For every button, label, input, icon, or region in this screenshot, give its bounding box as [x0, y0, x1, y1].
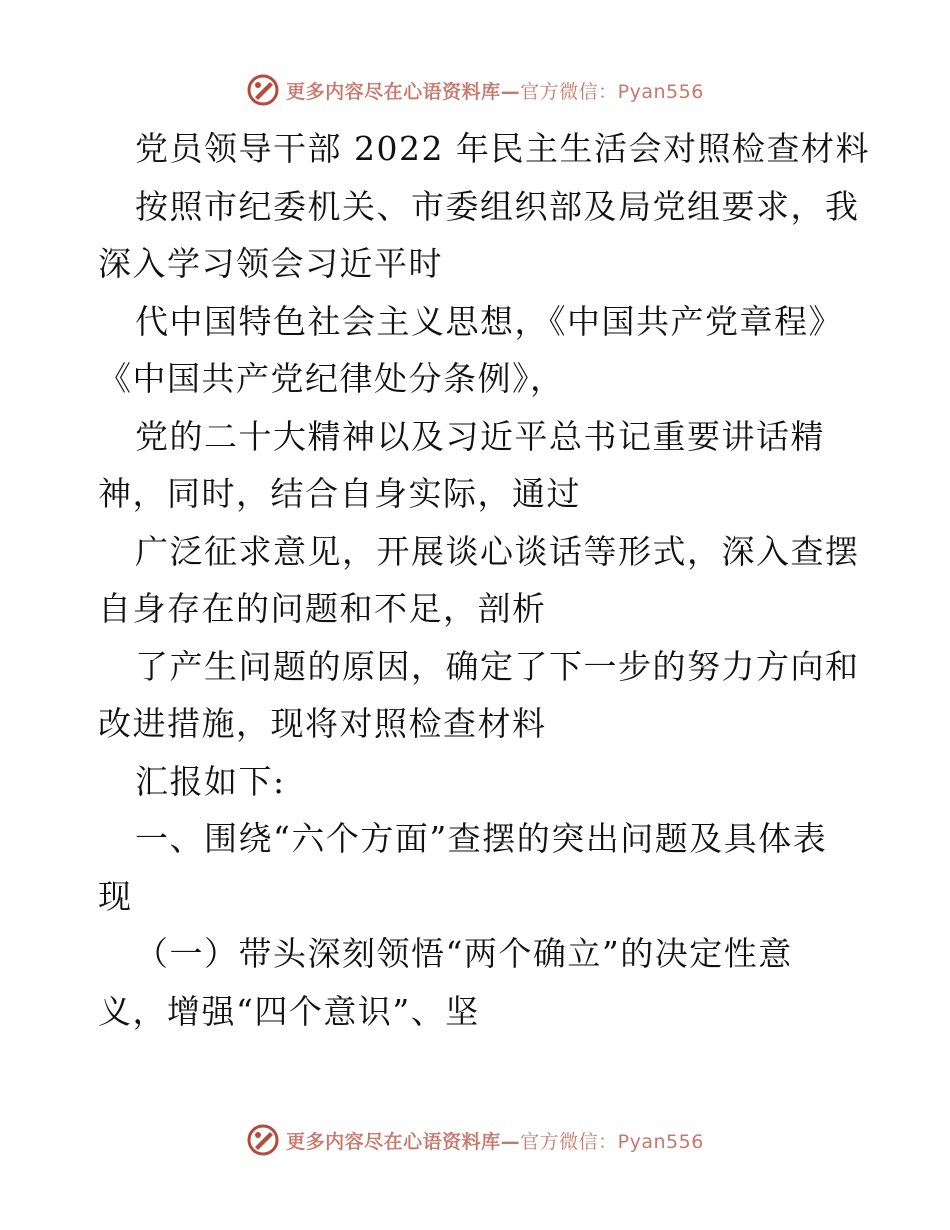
- brand-logo-icon: [246, 1123, 280, 1157]
- watermark-wechat: 官方微信：Pyan556: [520, 1130, 704, 1153]
- paragraph-line: 深入学习领会习近平时: [98, 244, 443, 283]
- brand-logo-icon: [246, 73, 280, 107]
- section-heading-cont: 现: [98, 876, 133, 916]
- paragraph-line: 自身存在的问题和不足，剖析: [98, 589, 547, 628]
- watermark-text: [286, 1127, 704, 1154]
- paragraph-line: 党的二十大精神以及习近平总书记重要讲话精: [135, 416, 825, 456]
- document-title: 党员领导干部 2022 年民主生活会对照检查材料: [135, 129, 870, 168]
- paragraph-line: 改进措施，现将对照检查材料: [98, 704, 547, 743]
- footer-watermark: [0, 1120, 950, 1160]
- watermark-brand: 更多内容尽在心语资料库: [286, 1130, 501, 1153]
- watermark-brand: 更多内容尽在心语资料库: [286, 80, 501, 103]
- paragraph-line: 代中国特色社会主义思想，《中国共产党章程》: [135, 301, 843, 341]
- watermark-wechat: 官方微信：Pyan556: [520, 80, 704, 103]
- watermark-separator: —: [500, 1130, 521, 1153]
- subsection-heading: （一）带头深刻领悟“两个确立”的决定性意: [135, 934, 793, 973]
- header-watermark: [0, 70, 950, 110]
- paragraph-line: 神，同时，结合自身实际，通过: [98, 474, 581, 513]
- document-body: [98, 120, 870, 1040]
- watermark-text: [286, 77, 704, 104]
- paragraph-line: 按照市纪委机关、市委组织部及局党组要求，我: [135, 186, 860, 226]
- paragraph-line: 广泛征求意见，开展谈心谈话等形式，深入查摆: [135, 531, 860, 571]
- watermark-separator: —: [500, 80, 521, 103]
- paragraph-line: 了产生问题的原因，确定了下一步的努力方向和: [135, 646, 860, 686]
- subsection-heading-cont: 义，增强“四个意识”、坚: [98, 991, 480, 1031]
- paragraph-line: 汇报如下:: [135, 761, 286, 801]
- section-heading: 一、围绕“六个方面”查摆的突出问题及具体表: [135, 819, 828, 858]
- paragraph-line: 《中国共产党纪律处分条例》，: [98, 359, 565, 398]
